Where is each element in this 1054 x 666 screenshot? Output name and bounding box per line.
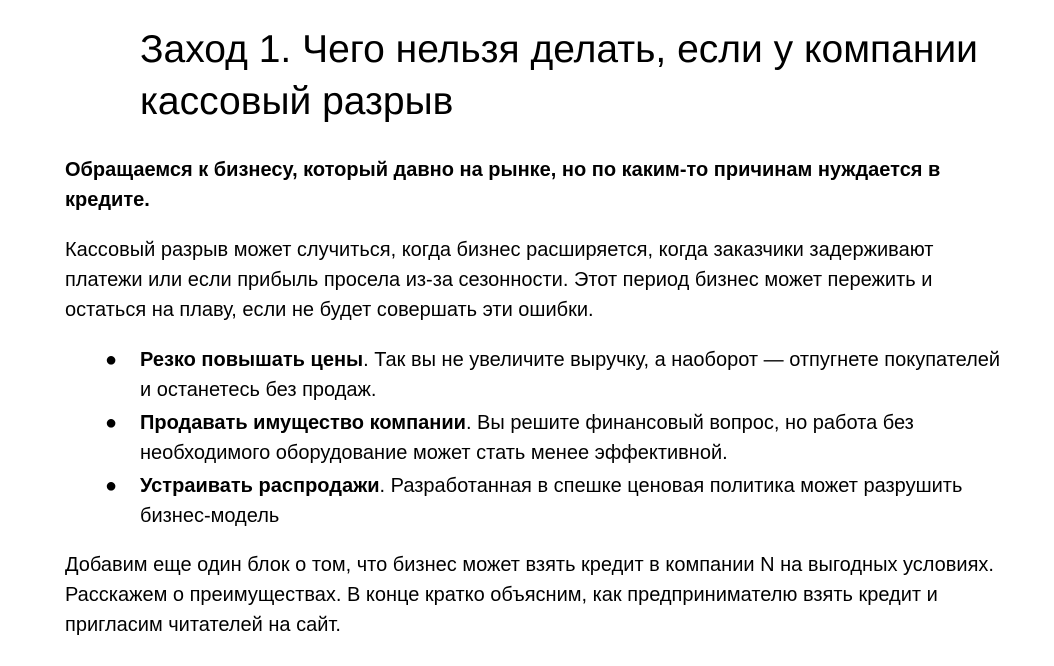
list-item [65,471,1005,531]
list-item-heading: Устраивать распродажи [140,475,380,497]
intro-paragraph: Кассовый разрыв может случиться, когда бизнес расширяется, когда заказчики задерживают платежи или если прибыль просела из-за сезонности. Этот период бизнес может пережить и остаться на плаву, если не будет совершать эти ошибки. [65,239,934,321]
outro-paragraph: Добавим еще один блок о том, что бизнес может взять кредит в компании N на выгодных условиях. Расскажем о преимуществах. В конце кратко объясним, как предпринимателю взять кредит и пригласим читателей на сайт. [65,554,994,636]
list-item-text: . Так вы не увеличите выручку, а наоборот — отпугнете покупателей и останетесь без продаж. [140,349,1001,401]
list-item-heading: Резко повышать цены [140,349,364,371]
list-item [65,408,1005,468]
list-item-text: . Вы решите финансовый вопрос, но работа без необходимого оборудование может стать менее эффективной. [140,412,914,464]
page-title: Заход 1. Чего нельзя делать, если у компании кассовый разрыв [140,28,978,123]
bullet-icon: ● [105,349,118,371]
bullet-icon: ● [105,412,118,434]
list-item-text: . Разработанная в спешке ценовая политика может разрушить бизнес-модель [140,475,963,527]
list-item-heading: Продавать имущество компании [140,412,466,434]
bullet-icon: ● [105,475,118,497]
mistakes-list [65,345,1005,534]
lead-paragraph: Обращаемся к бизнесу, который давно на рынке, но по каким-то причинам нуждается в кредите. [65,159,941,211]
list-item [65,345,1005,405]
